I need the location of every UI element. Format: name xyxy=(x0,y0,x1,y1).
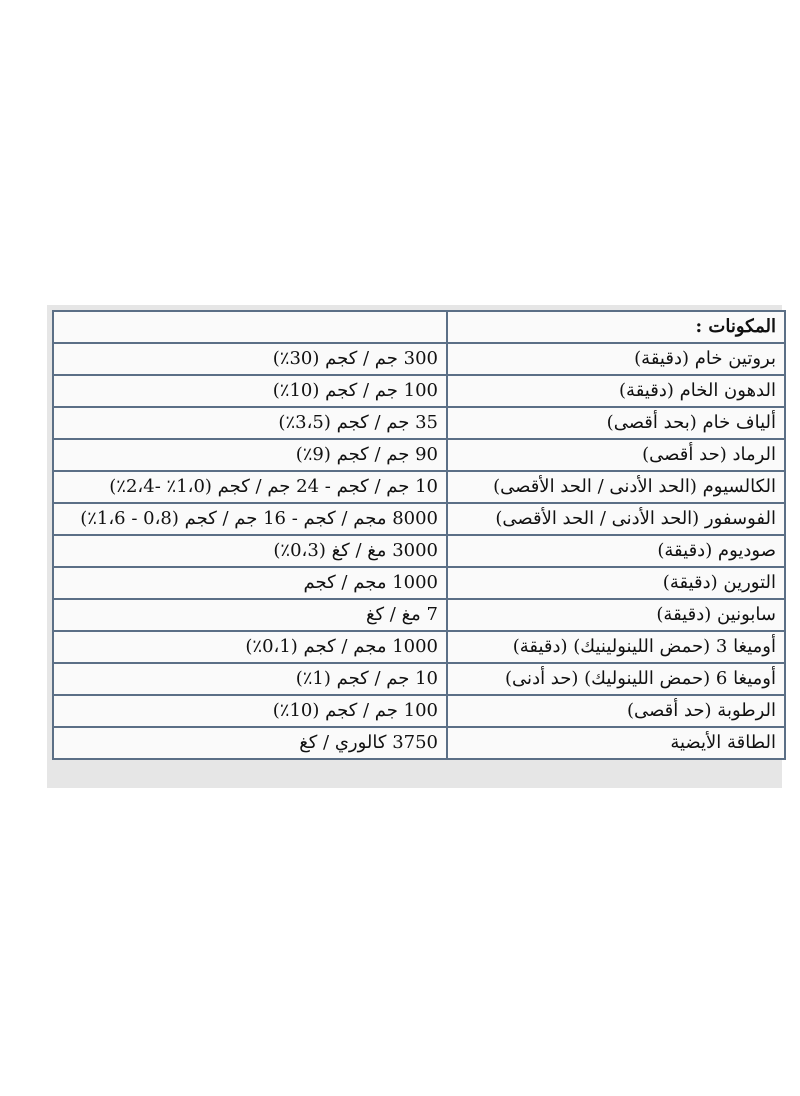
table-row xyxy=(53,471,785,503)
row-label: أوميغا 3 (حمض اللينولينيك) (دقيقة) xyxy=(447,631,785,663)
row-value: 3000 مغ / كغ (0،3٪) xyxy=(53,535,447,567)
row-label: ألياف خام (بحد أقصى) xyxy=(447,407,785,439)
table-row xyxy=(53,599,785,631)
table-row xyxy=(53,695,785,727)
table-header-row xyxy=(53,311,785,343)
row-value: 90 جم / كجم (9٪) xyxy=(53,439,447,471)
row-label: الرماد (حد أقصى) xyxy=(447,439,785,471)
table-row xyxy=(53,375,785,407)
ingredients-table-container xyxy=(47,305,782,788)
row-value: 1000 مجم / كجم (0،1٪) xyxy=(53,631,447,663)
row-value: 8000 مجم / كجم - 16 جم / كجم (0،8 - 1،6٪) xyxy=(53,503,447,535)
row-value: 100 جم / كجم (10٪) xyxy=(53,375,447,407)
row-value: 300 جم / كجم (30٪) xyxy=(53,343,447,375)
table-row xyxy=(53,407,785,439)
table-row xyxy=(53,343,785,375)
table-row xyxy=(53,439,785,471)
ingredients-table xyxy=(52,310,786,760)
table-header-value xyxy=(53,311,447,343)
row-label: الرطوبة (حد أقصى) xyxy=(447,695,785,727)
row-label: صوديوم (دقيقة) xyxy=(447,535,785,567)
row-label: الفوسفور (الحد الأدنى / الحد الأقصى) xyxy=(447,503,785,535)
table-row xyxy=(53,631,785,663)
row-label: سابونين (دقيقة) xyxy=(447,599,785,631)
row-label: أوميغا 6 (حمض اللينوليك) (حد أدنى) xyxy=(447,663,785,695)
row-label: الدهون الخام (دقيقة) xyxy=(447,375,785,407)
row-label: الطاقة الأيضية xyxy=(447,727,785,759)
table-row xyxy=(53,535,785,567)
row-value: 7 مغ / كغ xyxy=(53,599,447,631)
table-row xyxy=(53,727,785,759)
row-value: 10 جم / كجم - 24 جم / كجم (1،0٪ -2،4٪) xyxy=(53,471,447,503)
row-label: التورين (دقيقة) xyxy=(447,567,785,599)
table-row xyxy=(53,567,785,599)
row-label: الكالسيوم (الحد الأدنى / الحد الأقصى) xyxy=(447,471,785,503)
row-value: 35 جم / كجم (3،5٪) xyxy=(53,407,447,439)
row-value: 3750 كالوري / كغ xyxy=(53,727,447,759)
row-value: 10 جم / كجم (1٪) xyxy=(53,663,447,695)
table-header-label: المكونات : xyxy=(447,311,785,343)
table-row xyxy=(53,503,785,535)
row-label: بروتين خام (دقيقة) xyxy=(447,343,785,375)
table-row xyxy=(53,663,785,695)
row-value: 100 جم / كجم (10٪) xyxy=(53,695,447,727)
row-value: 1000 مجم / كجم xyxy=(53,567,447,599)
